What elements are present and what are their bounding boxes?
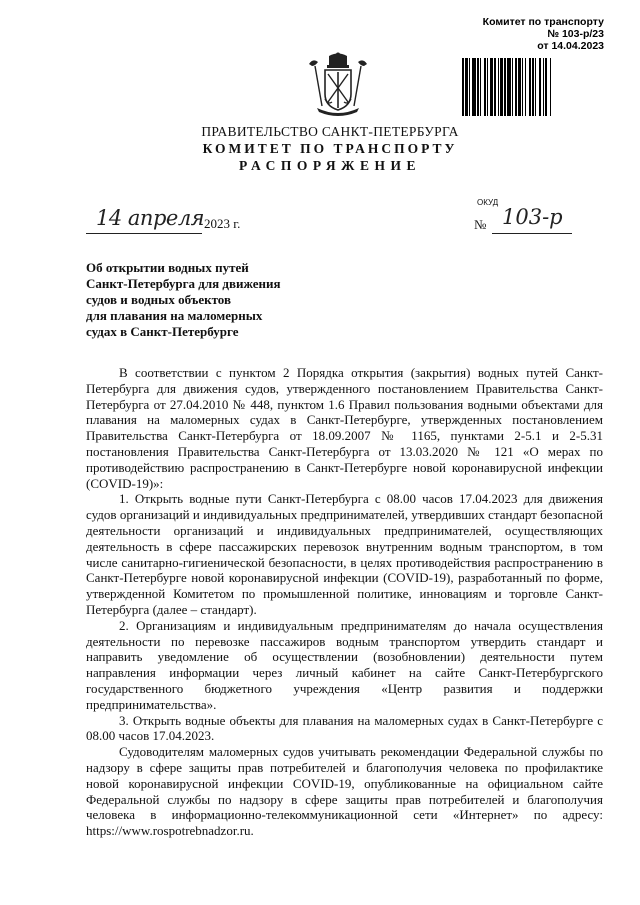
barcode-bar [498,58,499,116]
subject-line: судах в Санкт-Петербурге [86,324,239,339]
date-underline [86,233,202,234]
subject-line: судов и водных объектов [86,292,231,307]
barcode-bar [490,58,493,116]
document-subject [86,260,316,340]
barcode-bar [525,58,526,116]
barcode-bar [515,58,517,116]
coat-of-arms-emblem [303,52,373,118]
barcode-bar [529,58,531,116]
barcode-bar [522,58,523,116]
barcode-bar [518,58,521,116]
barcode-bar [535,58,536,116]
barcode-bar [487,58,488,116]
okud-label: ОКУД [477,198,499,207]
barcode-bar [469,58,470,116]
barcode-bar [512,58,513,116]
barcode [462,58,602,116]
subject-line: Об открытии водных путей [86,260,249,275]
body-paragraph-1: 1. Открыть водные пути Санкт-Петербурга с 08.00 часов 17.04.2023 для движения судов организаций и индивидуальных предпринимателей, утвердивших стандарт безопасной деятельности организаций и индивидуальных предпринимателей, осуществляющих деятельность в сфере пассажирских перевозок внутренним водным транспортом, в том числе санитарно-гигиенической безопасности, в целях противодействия распространению в Санкт-Петербурге новой коронавирусной инфекции (COVID-19), разработанный по форме, утвержденной Комитетом по промышленной политике, инновациям и торговле Санкт-Петербурга (далее – стандарт). [86,491,603,617]
body-paragraph-2: 2. Организациям и индивидуальным предпринимателям до начала осуществления деятельности по перевозке пассажиров водным транспортом утвердить стандарт и направить уведомление об осуществлении (возобновлении) деятельности путем направления информации через личный кабинет на сайте Санкт-Петербургского государственного бюджетного учреждения «Центр развития и поддержки предпринимательства». [86,617,603,712]
barcode-bar [472,58,476,116]
registration-stamp [448,16,604,52]
barcode-bar [545,58,547,116]
government-title: ПРАВИТЕЛЬСТВО САНКТ-ПЕТЕРБУРГА [201,124,459,139]
date-year: 2023 г. [204,216,241,231]
barcode-bar [539,58,541,116]
number-underline [492,233,572,234]
barcode-bar [494,58,496,116]
document-number [474,206,594,234]
handwritten-number: 103-р [502,205,563,229]
stamp-date: от 14.04.2023 [537,40,604,52]
barcode-bar [550,58,551,116]
document-body [86,365,603,839]
barcode-bar [462,58,464,116]
barcode-bar [507,58,511,116]
committee-title: КОМИТЕТ ПО ТРАНСПОРТУ [202,141,458,156]
body-paragraph-preamble: В соответствии с пунктом 2 Порядка открытия (закрытия) водных путей Санкт-Петербурга для движения судов, утвержденного постановлением Правительства Санкт-Петербурга от 27.04.2010 № 448, пунктом 1.6 Правил пользования водными объектами для плавания на маломерных судах в Санкт-Петербурге, утвержденных постановлением Правительства Санкт-Петербурга от 18.09.2007 № 1165, пунктами 2-5.1 и 2-5.31 постановления Правительства Санкт-Петербурга от 13.03.2020 № 121 «О мерах по противодействию распространению в Санкт-Петербурге новой коронавирусной инфекции (COVID-19)»: [86,365,603,491]
stamp-committee: Комитет по транспорту [482,16,604,28]
handwritten-date: 14 апреля [96,206,205,230]
barcode-bar [500,58,503,116]
subject-line: Санкт-Петербурга для движения [86,276,281,291]
document-header [0,124,640,174]
body-paragraph-3: 3. Открыть водные объекты для плавания на маломерных судах в Санкт-Петербурге с 08.00 часов 17.04.2023. [86,712,603,744]
number-sign: № [474,217,487,232]
barcode-bar [543,58,544,116]
document-type-title: РАСПОРЯЖЕНИЕ [238,158,422,173]
barcode-bar [477,58,479,116]
stamp-number: № 103-р/23 [547,28,604,40]
barcode-bar [532,58,534,116]
barcode-bar [480,58,481,116]
barcode-bar [504,58,506,116]
body-paragraph-recommendation: Судоводителям маломерных судов учитывать рекомендации Федеральной службы по надзору в сфере защиты прав потребителей и благополучия человека по профилактике новой коронавирусной инфекции COVID-19, опубликованные на официальном сайте Федеральной службы по надзору в сфере защиты прав потребителей и благополучия человека в информационно-телекоммуникационной сети «Интернет» по адресу: https://www.rospotrebnadzor.ru. [86,744,603,839]
barcode-bar [484,58,486,116]
subject-line: для плавания на маломерных [86,308,263,323]
barcode-bar [465,58,468,116]
document-date [86,206,246,234]
